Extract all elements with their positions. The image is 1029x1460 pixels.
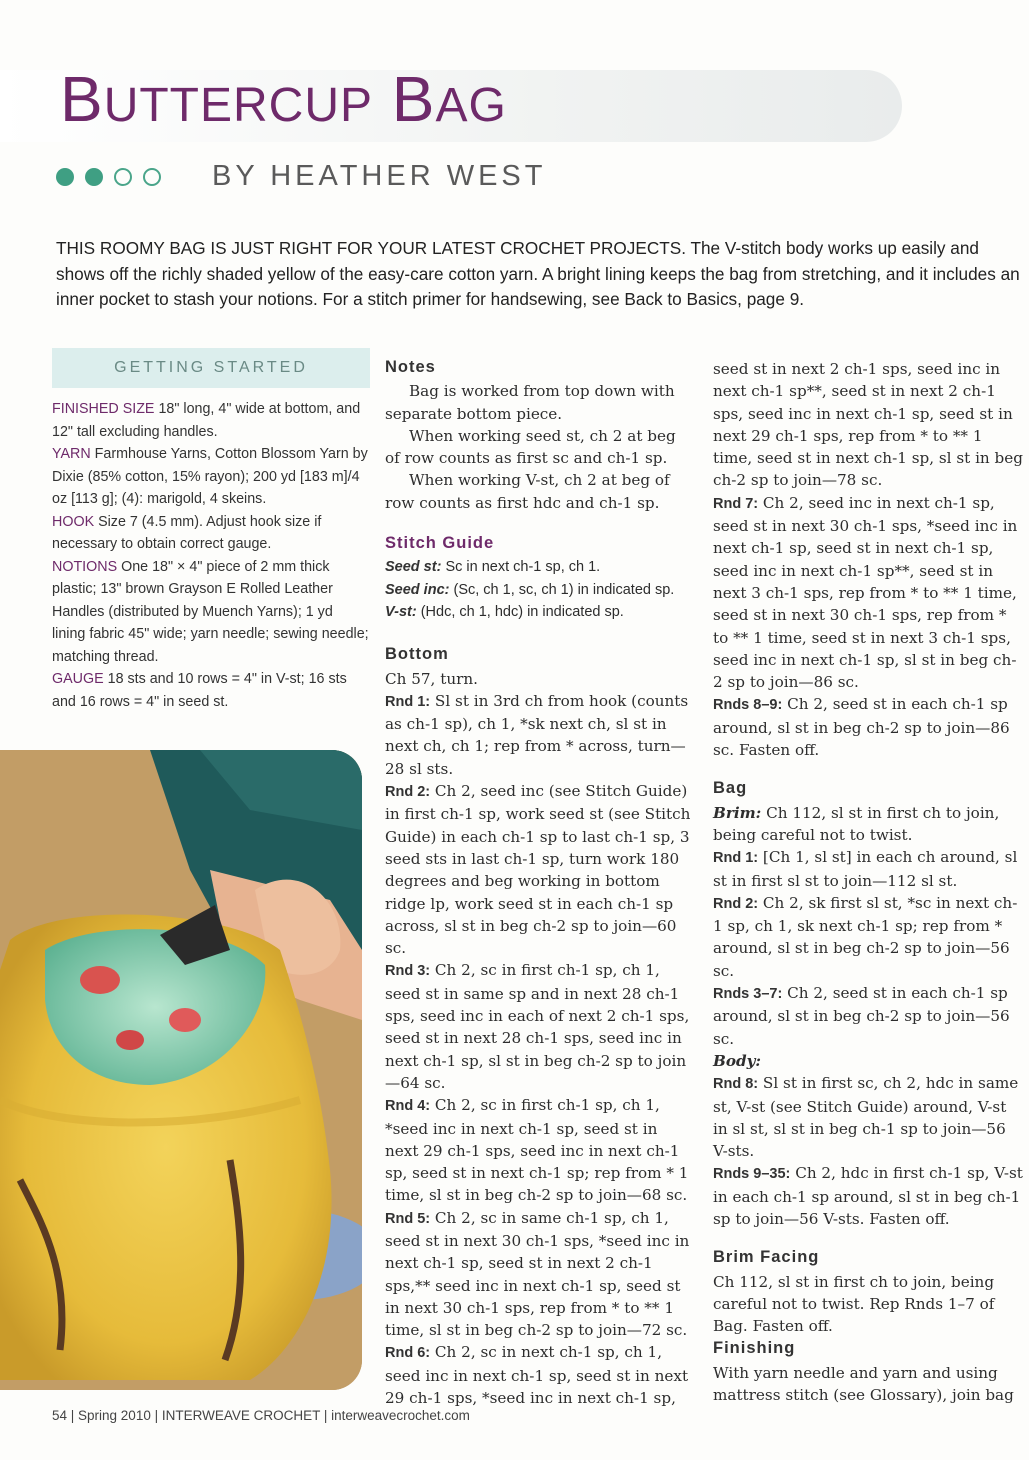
body-label: Body: (713, 1051, 762, 1070)
skill-dot-empty-icon (143, 168, 161, 186)
stitch-guide-heading: Stitch Guide (385, 534, 495, 553)
bottom-rnd-6-continued: seed st in next 2 ch-1 sps, seed inc in next ch-1 sp**, seed st in next 2 ch-1 sps, seed inc in next ch-1 sp, seed st in next 29 ch-1 sps, rep from * to ** 1 time, seed st in next ch-1 sp, sl st in beg ch-2 sp to join—78 sc. (713, 360, 1023, 490)
note-2: When working seed st, ch 2 at beg of row counts as first sc and ch-1 sp. (385, 426, 676, 468)
skill-dot-filled-icon (85, 168, 103, 186)
skill-dot-empty-icon (114, 168, 132, 186)
bottom-rnds-8-9: Rnds 8–9: Ch 2, seed st in each ch-1 sp around, sl st in beg ch-2 sp to join—86 sc. Fasten off. (713, 695, 1010, 760)
bag-rnds-9-35: Rnds 9–35: Ch 2, hdc in first ch-1 sp, V-st in each ch-1 sp around, sl st in beg ch-1 sp to join—56 V-sts. Fasten off. (713, 1164, 1023, 1228)
bottom-rnd-5: Rnd 5: Ch 2, sc in same ch-1 sp, ch 1, seed st in next 30 ch-1 sps, *seed inc in next ch-1 sp, seed st in next 2 ch-1 sps,** seed inc in next ch-1 sp, seed st in next 30 ch-1 sps, rep from * to ** 1 time, sl st in beg ch-2 sp to join—72 sc. (385, 1208, 690, 1340)
spec-notions: NOTIONS One 18" × 4" piece of 2 mm thick plastic; 13" brown Grayson E Rolled Leather Handles (distributed by Muench Yarns); 1 yd lining fabric 45" wide; yarn needle; sewing needle; matching thread. (52, 558, 369, 665)
intro-paragraph (56, 236, 1026, 313)
brim-facing-text: Ch 112, sl st in first ch to join, being careful not to twist. Rep Rnds 1–7 of Bag. Fasten off. (713, 1272, 995, 1336)
bag-rnd-8: Rnd 8: Sl st in first sc, ch 2, hdc in same st, V-st (see Stitch Guide) around, V-st in sl st, sl st in beg ch-1 sp to join—56 V-sts. (713, 1074, 1019, 1161)
bottom-rnd-6: Rnd 6: Ch 2, sc in next ch-1 sp, ch 1, seed inc in next ch-1 sp, seed st in next 29 ch-1 sps, *seed inc in next ch-1 sp, (385, 1343, 689, 1408)
skill-dot-filled-icon (56, 168, 74, 186)
note-3: When working V-st, ch 2 at beg of row counts as first hdc and ch-1 sp. (385, 471, 670, 512)
bag-heading: Bag (713, 779, 748, 798)
stitch-v-st: V-st: (Hdc, ch 1, hdc) in indicated sp. (385, 603, 624, 620)
bottom-heading: Bottom (385, 645, 449, 664)
note-1: Bag is worked from top down with separate bottom piece. (385, 382, 675, 423)
column-1 (385, 356, 695, 1409)
bottom-rnd-7: Rnd 7: Ch 2, seed inc in next ch-1 sp, seed st in next 30 ch-1 sps, *seed inc in next ch-1 sp, seed st in next ch-1 sp, seed inc in next ch-1 sp**, seed st in next 3 ch-1 sps, rep from * to ** 1 time, seed st in next 30 ch-1 sps, rep from * to ** 1 time, seed st in next 3 ch-1 sps, seed inc in next ch-1 sp, sl st in beg ch-2 sp to join—86 sc. (713, 493, 1018, 692)
page-title: BUTTERCUP BAG (60, 63, 507, 135)
finishing-text: With yarn needle and yarn and using mattress stitch (see Glossary), join bag (713, 1363, 1014, 1405)
spec-finished-size: FINISHED SIZE 18" long, 4" wide at bottom, and 12" tall excluding handles. (52, 401, 361, 440)
intro-text: The V-stitch body works up easily and shows off the richly shaded yellow of the easy-care cotton yarn. A bright lining keeps the bag from stretching, and it includes an inner pocket to stash your notions. For a stitch primer for handsewing, see Back to Basics, page 9. (56, 238, 1020, 309)
bottom-rnd-4: Rnd 4: Ch 2, sc in first ch-1 sp, ch 1, *seed inc in next ch-1 sp, seed st in next 29 ch-1 sps, seed inc in next ch-1 sp, seed st in next ch-1 sp; rep from * 1 time, sl st in beg ch-2 sp to join—68 sc. (385, 1096, 689, 1205)
author-name: BY HEATHER WEST (212, 160, 547, 192)
spec-yarn: YARN Farmhouse Yarns, Cotton Blossom Yarn by Dixie (85% cotton, 15% rayon); 200 yd [183 m]/4 oz [113 g]; (4): marigold, 4 skeins. (52, 446, 368, 507)
bottom-rnd-3: Rnd 3: Ch 2, sc in first ch-1 sp, ch 1, seed st in same sp and in next 28 ch-1 sps, seed inc in each of next 2 ch-1 sps, seed st in next 28 ch-1 sps, seed inc in next ch-1 sp, sl st in beg ch-2 sp to join—64 sc. (385, 961, 690, 1092)
bag-rnd-1: Rnd 1: [Ch 1, sl st] in each ch around, sl st in first sl st to join—112 sl st. (713, 848, 1018, 890)
spec-gauge: GAUGE 18 sts and 10 rows = 4" in V-st; 16 sts and 16 rows = 4" in seed st. (52, 671, 347, 710)
bag-brim: Brim: Ch 112, sl st in first ch to join, being careful not to twist. (713, 803, 1000, 844)
bag-rnd-2: Rnd 2: Ch 2, sk first sl st, *sc in next ch-1 sp, ch 1, sk next ch-1 sp; rep from * around, sl st in beg ch-2 sp to join—56 sc. (713, 893, 1018, 980)
bottom-rnd-2: Rnd 2: Ch 2, seed inc (see Stitch Guide) in first ch-1 sp, work seed st (see Stitch Guide) in each ch-1 sp to last ch-1 sp, 3 seed sts in last ch-1 sp, turn work 180 degrees and beg working in bottom ridge lp, work seed st in each ch-1 sp across, sl st in beg ch-2 sp to join—60 sc. (385, 782, 691, 958)
spec-hook: HOOK Size 7 (4.5 mm). Adjust hook size if necessary to obtain correct gauge. (52, 513, 322, 552)
stitch-seed-st: Seed st: Sc in next ch-1 sp, ch 1. (385, 559, 601, 576)
finishing-heading: Finishing (713, 1339, 796, 1358)
bag-rnds-3-7: Rnds 3–7: Ch 2, seed st in each ch-1 sp around, sl st in beg ch-2 sp to join—56 sc. (713, 984, 1010, 1048)
bottom-rnd-1: Rnd 1: Sl st in 3rd ch from hook (counts as ch-1 sp), ch 1, *sk next ch, sl st in next ch, ch 1; rep from * across, turn—28 sl sts. (385, 691, 689, 778)
column-2 (713, 358, 1023, 1406)
byline (56, 160, 546, 193)
intro-lead: THIS ROOMY BAG IS JUST RIGHT FOR YOUR LATEST CROCHET PROJECTS. (56, 238, 686, 258)
getting-started-sidebar (52, 348, 370, 713)
brim-facing-heading: Brim Facing (713, 1248, 820, 1267)
bag-photo (0, 750, 362, 1390)
stitch-seed-inc: Seed inc: (Sc, ch 1, sc, ch 1) in indicated sp. (385, 581, 675, 598)
page-footer: 54 | Spring 2010 | INTERWEAVE CROCHET | interweavecrochet.com (52, 1408, 470, 1423)
notes-heading: Notes (385, 358, 436, 376)
bottom-ch57: Ch 57, turn. (385, 669, 478, 688)
specs-list (52, 398, 370, 713)
sidebar-heading: GETTING STARTED (52, 348, 370, 388)
bag-photo-illustration (0, 750, 362, 1390)
